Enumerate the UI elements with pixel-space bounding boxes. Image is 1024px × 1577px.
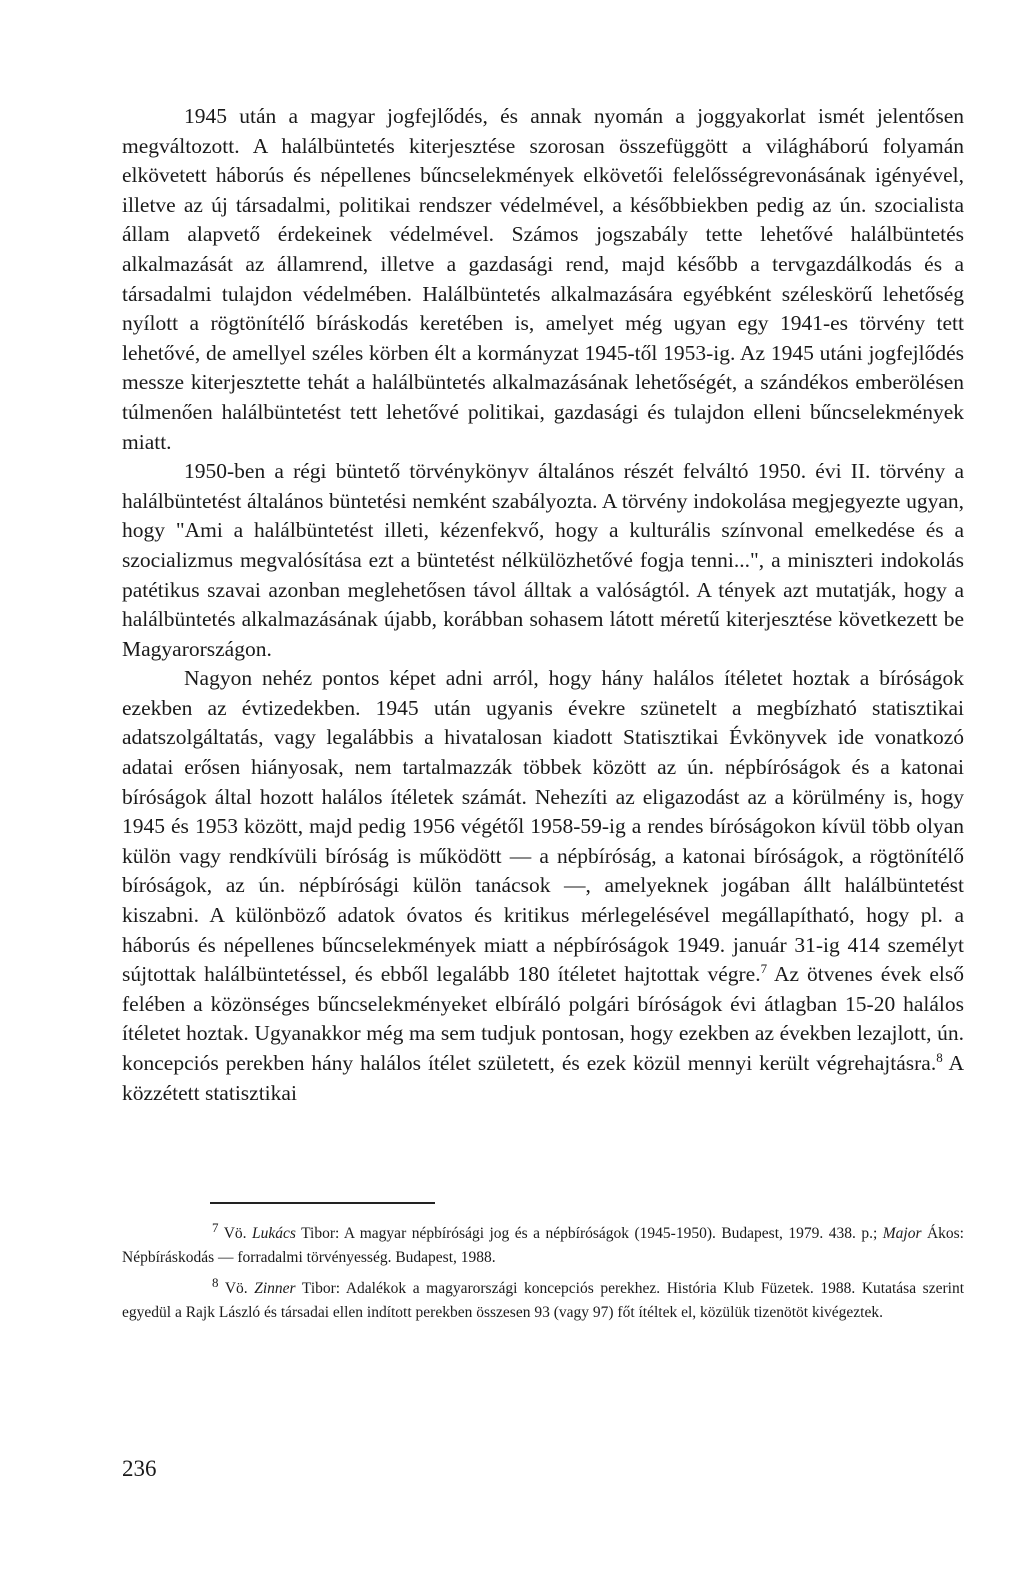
footnote-divider [210, 1202, 435, 1204]
footnote-ref-8: 8 [936, 1049, 943, 1065]
paragraph-3-part3: A közzétett statisztikai [122, 1051, 965, 1105]
footnote-7-author2: Major [882, 1225, 922, 1242]
main-text [122, 102, 964, 1108]
paragraph-2: 1950-ben a régi büntető törvénykönyv általános részét felváltó 1950. évi II. törvény a halálbüntetést általános büntetési nemként szabályozta. A törvény indokolása megjegyezte ugyan, hogy "Ami a halálbüntetést illeti, kézenfekvő, hogy a kulturális színvonal emelkedése és a szocializmus megvalósítása ezt a büntetést nélkülözhetővé fogja tenni...", a miniszteri indokolás patétikus szavai azonban meglehetősen távol álltak a valóságtól. A tények azt mutatják, hogy a halálbüntetés alkalmazásának újabb, korábban sohasem látott méretű kiterjesztése következett be Magyarországon. [122, 459, 964, 661]
footnotes [122, 1219, 964, 1332]
footnote-8-prefix: Vö. [218, 1280, 255, 1297]
footnote-7-text: Tibor: A magyar népbírósági jog és a népbíróságok (1945-1950). Budapest, 1979. 438. p.; [295, 1225, 883, 1242]
footnote-7 [122, 1219, 964, 1269]
footnote-7-text-end: Ákos: Népbíráskodás — forradalmi törvényesség. Budapest, 1988. [122, 1225, 964, 1266]
paragraph-3-part2: Az ötvenes évek első felében a közönséges bűncselekményeket elbíráló polgári bíróságok évi átlagban 15-20 halálos ítéletet hoztak. Ugyanakkor még ma sem tudjuk pontosan, hogy ezekben az években lezajlott, ún. koncepciós perekben hány halálos ítélet született, és ezek közül mennyi került végrehajtásra. [122, 962, 964, 1075]
footnote-7-author: Lukács [252, 1225, 296, 1242]
footnote-8 [122, 1274, 964, 1324]
footnote-8-author: Zinner [254, 1280, 296, 1297]
page-number: 236 [122, 1456, 157, 1481]
footnote-8-number: 8 [212, 1274, 219, 1290]
paragraph-3-part1: Nagyon nehéz pontos képet adni arról, hogy hány halálos ítéletet hoztak a bíróságok ezekben az évtizedekben. 1945 után ugyanis évekre szünetelt a megbízható statisztikai adatszolgáltatás, vagy legalábbis a hivatalosan kiadott Statisztikai Évkönyvek ide vonatkozó adatai erősen hiányosak, nem tartalmazzák többek között az ún. népbíróságok és a katonai bíróságok által hozott halálos ítéletek számát. Nehezíti az eligazodást az a körülmény is, hogy 1945 és 1953 között, majd pedig 1956 végétől 1958-59-ig a rendes bíróságokon kívül több olyan külön vagy rendkívüli bíróság is működött — a népbíróság, a katonai bíróságok, a rögtönítélő bíróságok, az ún. népbírósági külön tanácsok —, amelyeknek jogában állt halálbüntetést kiszabni. A különböző adatok óvatos és kritikus mérlegelésével megállapítható, hogy pl. a háborús és népellenes bűncselekmények miatt a népbíróságok 1949. január 31-ig 414 személyt sújtottak halálbüntetéssel, és ebből legalább 180 ítéletet hajtottak végre. [122, 666, 964, 987]
footnote-7-prefix: Vö. [218, 1225, 252, 1242]
footnote-8-text: Tibor: Adalékok a magyarországi koncepciós perekhez. História Klub Füzetek. 1988. Kutatása szerint egyedül a Rajk László és társadai ellen indított perekben összesen 93 (vagy 97) főt ítéltek el, közülük tizenötöt kivégeztek. [122, 1280, 964, 1321]
footnote-7-number: 7 [212, 1219, 219, 1235]
paragraph-1: 1945 után a magyar jogfejlődés, és annak nyomán a joggyakorlat ismét jelentősen megváltozott. A halálbüntetés kiterjesztése szorosan összefüggött a világháború folyamán elkövetett háborús és népellenes bűncselekmények elkövetői felelősségrevonásának igényével, illetve az új társadalmi, politikai rendszer védelmével, a későbbiekben pedig az ún. szocialista állam alapvető érdekeinek védelmével. Számos jogszabály tette lehetővé halálbüntetés alkalmazását az államrend, illetve a gazdasági rend, majd később a tervgazdálkodás és a társadalmi tulajdon védelmében. Halálbüntetés alkalmazására egyébként széleskörű lehetőség nyílott a rögtönítélő bíráskodás keretében is, amelyet még ugyan egy 1941-es törvény tett lehetővé, de amellyel széles körben élt a kormányzat 1945-től 1953-ig. Az 1945 utáni jogfejlődés messze kiterjesztette tehát a halálbüntetés alkalmazásának lehetőségét, a szándékos emberölésen túlmenően halálbüntetést tett lehetővé politikai, gazdasági és tulajdon elleni bűncselekmények miatt. [122, 104, 964, 454]
paragraph-3 [122, 664, 964, 1108]
footnote-ref-7: 7 [760, 961, 768, 977]
